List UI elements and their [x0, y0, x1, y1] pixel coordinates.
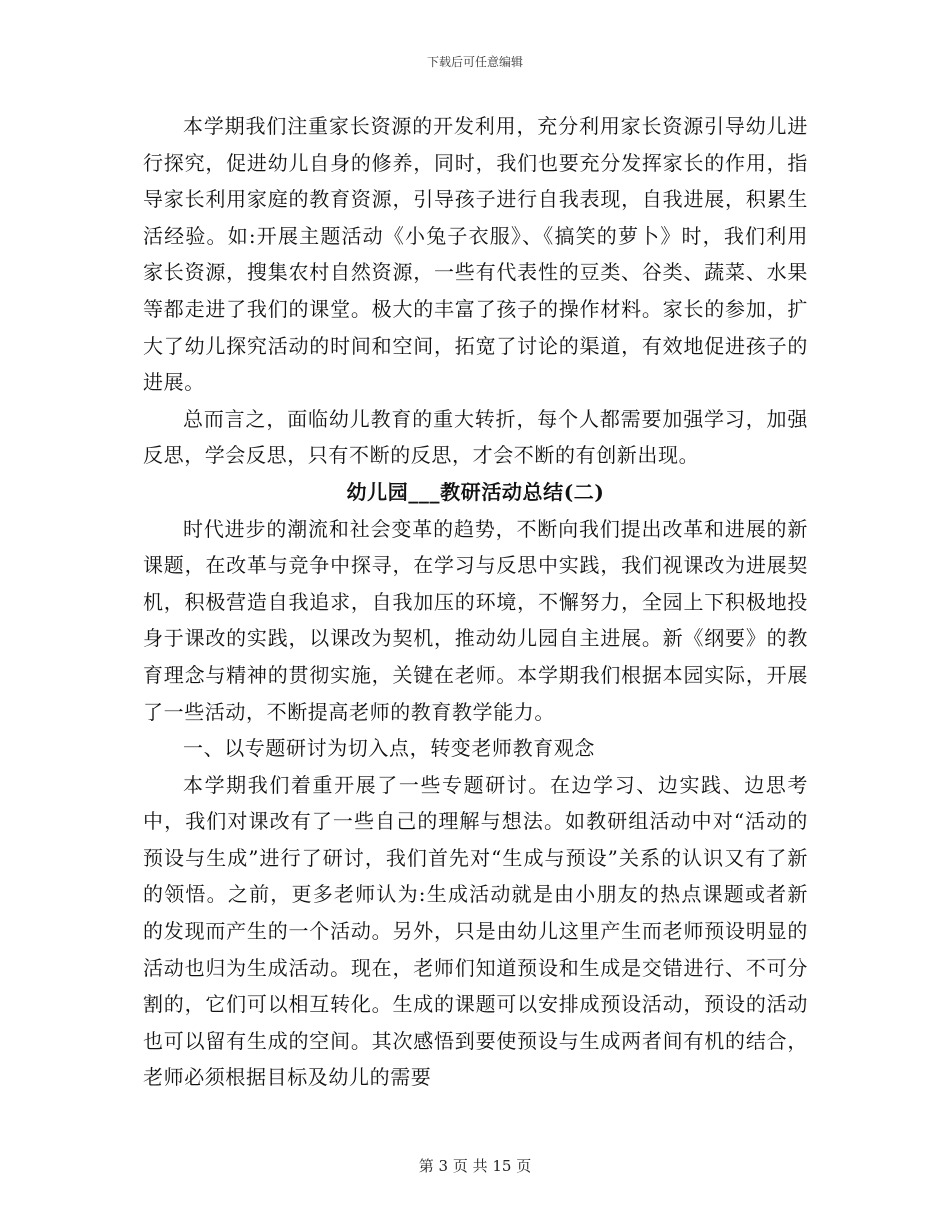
paragraph-heading-one: 一、以专题研讨为切入点，转变老师教育观念 — [183, 736, 595, 761]
document-body — [143, 108, 808, 1096]
paragraph-topic-research: 本学期我们着重开展了一些专题研讨。在边学习、边实践、边思考中，我们对课改有了一些自己的理解与想法。如教研组活动中对“活动的预设与生成”进行了研讨，我们首先对“生成与预设”关系的认识又有了新的领悟。之前，更多老师认为:生成活动就是由小朋友的热点课题或者新的发现而产生的一个活动。另外，只是由幼儿这里产生而老师预设明显的活动也归为生成活动。现在，老师们知道预设和生成是交错进行、不可分割的，它们可以相互转化。生成的课题可以安排成预设活动，预设的活动也可以留有生成的空间。其次感悟到要使预设与生成两者间有机的结合，老师必须根据目标及幼儿的需要 — [143, 772, 808, 1090]
section-title: 幼儿园___教研活动总结(二) — [346, 479, 605, 504]
paragraph-parent-resources: 本学期我们注重家长资源的开发利用，充分利用家长资源引导幼儿进行探究，促进幼儿自身的修养，同时，我们也要充分发挥家长的作用，指导家长利用家庭的教育资源，引导孩子进行自我表现，自我进展，积累生活经验。如:开展主题活动《小兔子衣服》、《搞笑的萝卜》时，我们利用家长资源，搜集农村自然资源，一些有代表性的豆类、谷类、蔬菜、水果等都走进了我们的课堂。极大的丰富了孩子的操作材料。家长的参加，扩大了幼儿探究活动的时间和空间，拓宽了讨论的渠道，有效地促进孩子的进展。 — [143, 114, 808, 395]
page-number: 第 3 页 共 15 页 — [418, 1157, 532, 1175]
paragraph-conclusion: 总而言之，面临幼儿教育的重大转折，每个人都需要加强学习，加强反思，学会反思，只有不断的反思，才会不断的有创新出现。 — [143, 406, 808, 468]
page-header-note: 下载后可任意编辑 — [426, 55, 523, 69]
paragraph-introduction: 时代进步的潮流和社会变革的趋势，不断向我们提出改革和进展的新课题，在改革与竞争中探寻，在学习与反思中实践，我们视课改为进展契机，积极营造自我追求，自我加压的环境，不懈努力，全园上下积极地投身于课改的实践，以课改为契机，推动幼儿园自主进展。新《纲要》的教育理念与精神的贯彻实施，关键在老师。本学期我们根据本园实际，开展了一些活动，不断提高老师的教育教学能力。 — [143, 516, 808, 724]
